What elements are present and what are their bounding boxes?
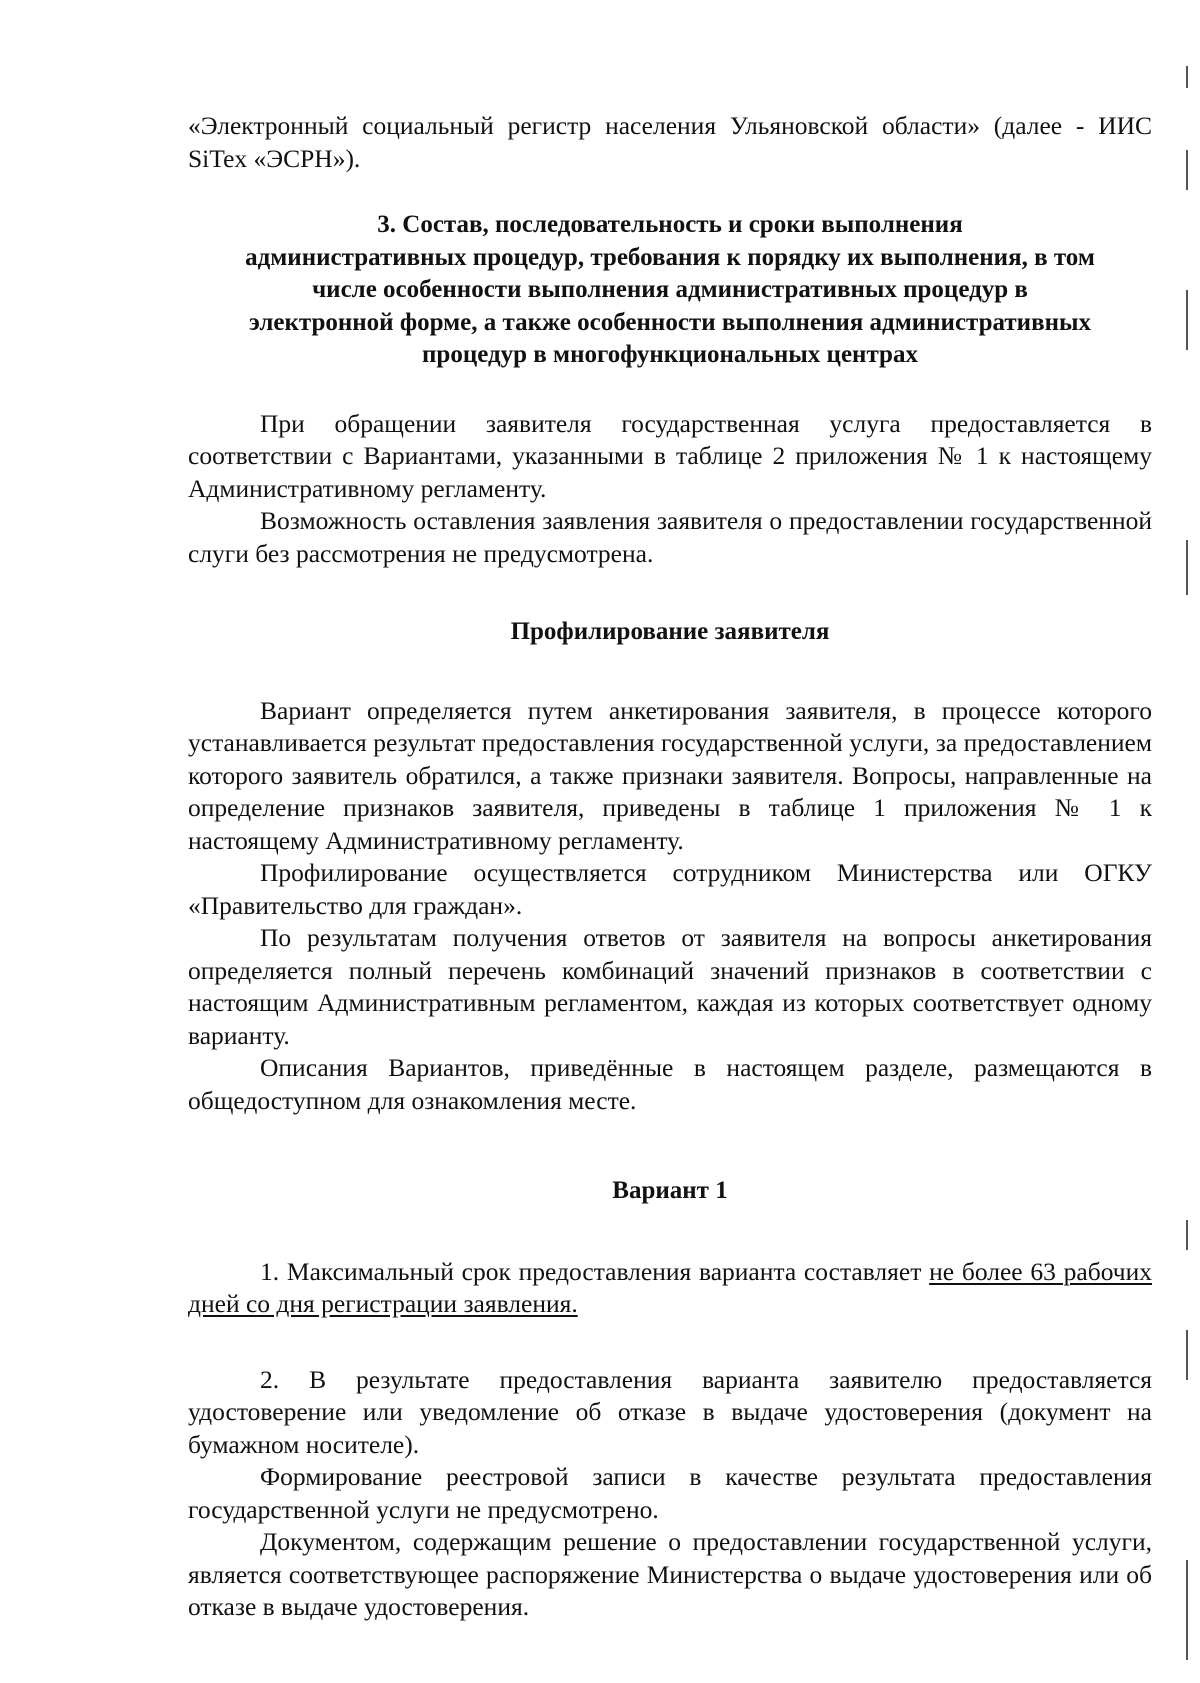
document-page (188, 110, 1152, 1624)
section-3-paragraph: Возможность оставления заявления заявителя о предоставлении государственной слуги без рассмотрения не предусмотрена. (188, 506, 1152, 568)
profiling-paragraph: Описания Вариантов, приведённые в настоящем разделе, размещаются в общедоступном для ознакомления месте. (188, 1053, 1152, 1115)
section-3-heading-line: электронной форме, а также особенности выполнения административных (248, 308, 1091, 336)
profiling-section (188, 616, 1152, 1117)
variant-1-item-2: 2. В результате предоставления варианта заявителю предоставляется удостоверение или уведомление об отказе в выдаче удостоверения (документ на бумажном носителе). (188, 1364, 1152, 1459)
scan-edge-mark (1186, 290, 1188, 350)
scan-edge-mark (1186, 1220, 1188, 1250)
variant-1-heading: Вариант 1 (612, 1177, 728, 1204)
section-3-heading-line: числе особенности выполнения административных процедур в (312, 276, 1028, 303)
profiling-heading: Профилирование заявителя (510, 618, 830, 645)
variant-1-paragraph: Документом, содержащим решение о предоставлении государственной услуги, является соответствующее распоряжение Министерства о выдаче удостоверения или об отказе в выдаче удостоверения. (188, 1527, 1152, 1621)
scan-edge-mark (1186, 1560, 1188, 1660)
profiling-paragraph: Вариант определяется путем анкетирования заявителя, в процессе которого устанавливается результат предоставления государственной услуги, за предоставлением которого заявитель обратился, а также признаки заявителя. Вопросы, направленные на определение признаков заявителя, приведены в таблице 1 приложения № 1 к настоящему Административному регламенту. (188, 695, 1152, 855)
item-1-deadline: не более 63 рабочих дней со дня регистрации заявления. (188, 1256, 1152, 1318)
variant-1-section (188, 1175, 1152, 1624)
scan-edge-mark (1186, 540, 1188, 595)
section-3-paragraph: При обращении заявителя государственная услуга предоставляется в соответствии с Вариантами, указанными в таблице 2 приложения № 1 к настоящему Административному регламенту. (188, 408, 1152, 503)
scan-edge-mark (1186, 1330, 1188, 1380)
item-1-text: 1. Максимальный срок предоставления варианта составляет (260, 1256, 930, 1286)
scan-edge-mark (1186, 150, 1188, 190)
intro-paragraph: «Электронный социальный регистр населения Ульяновской области» (далее - ИИС SiTex «ЭСРН»). (188, 111, 1152, 173)
profiling-paragraph: Профилирование осуществляется сотрудником Министерства или ОГКУ «Правительство для граждан». (188, 858, 1152, 920)
variant-1-paragraph: Формирование реестровой записи в качестве результата предоставления государственной услуги не предусмотрено. (188, 1462, 1152, 1524)
scan-edge-mark (1186, 66, 1188, 88)
section-3 (188, 209, 1152, 570)
section-3-heading (188, 209, 1152, 372)
profiling-paragraph: По результатам получения ответов от заявителя на вопросы анкетирования определяется полный перечень комбинаций значений признаков в соответствии с настоящим Административным регламентом, каждая из которых соответствует одному варианту. (188, 923, 1152, 1050)
variant-1-item-1 (188, 1256, 1152, 1321)
section-3-heading-line: административных процедур, требования к порядку их выполнения, в том (245, 243, 1095, 271)
section-3-heading-line: 3. Состав, последовательность и сроки выполнения (377, 211, 963, 238)
section-3-heading-line: процедур в многофункциональных центрах (422, 341, 918, 368)
